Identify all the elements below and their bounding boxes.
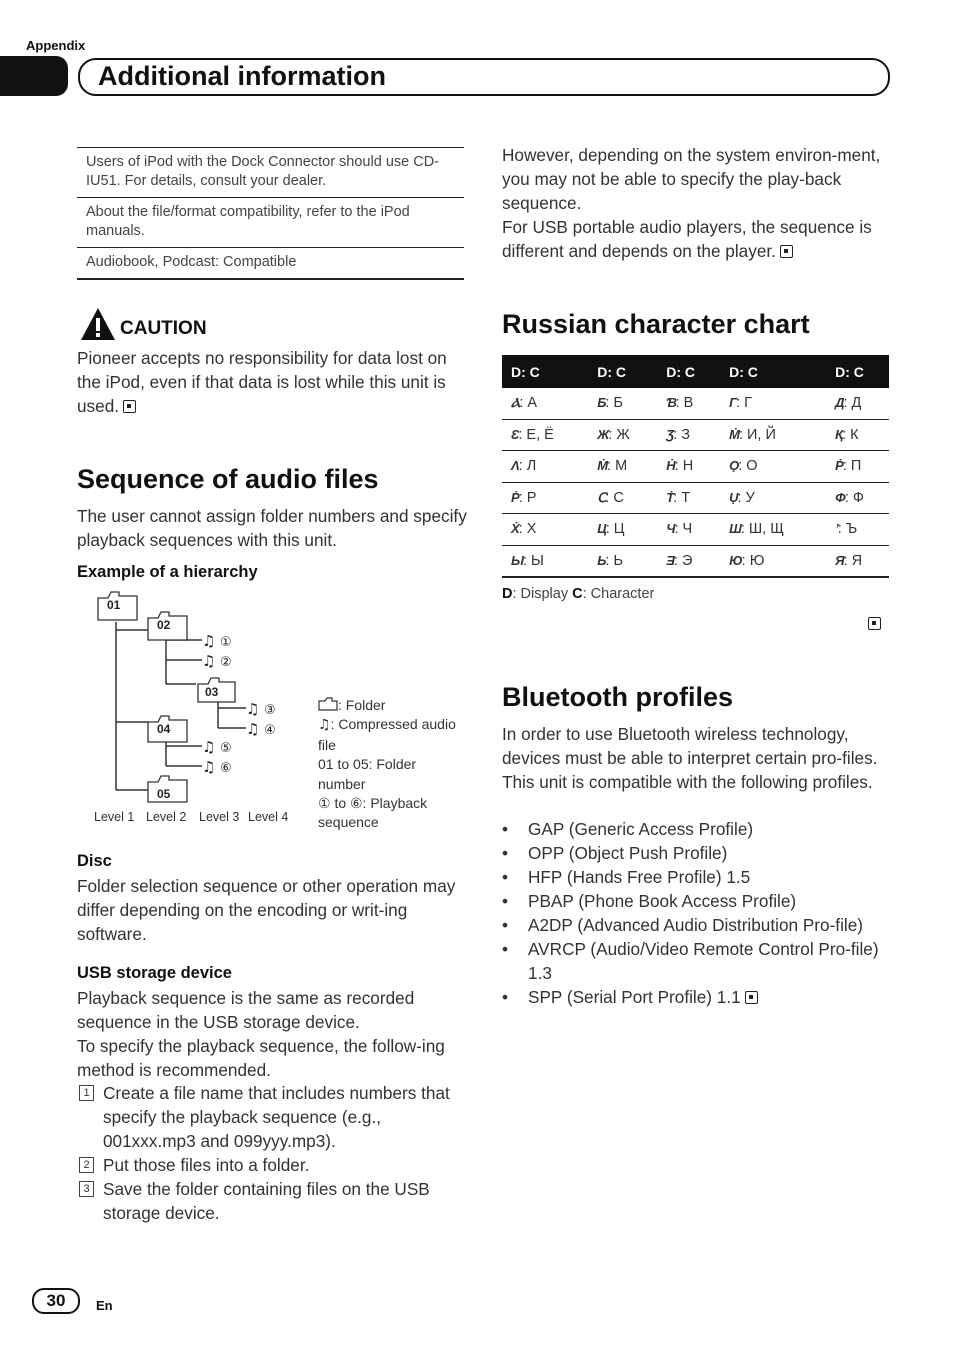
character-label: : Л (518, 458, 537, 475)
step-number: 2 (79, 1157, 94, 1173)
end-mark-icon (123, 400, 136, 413)
example-heading: Example of a hierarchy (77, 563, 258, 581)
display-glyph: Ṁ (597, 458, 608, 474)
display-glyph: Қ (835, 426, 843, 442)
display-glyph: Я (835, 552, 844, 568)
step-item (77, 1153, 469, 1177)
table-cell (657, 545, 720, 577)
column-header: D: C (657, 355, 720, 388)
character-label: : Ж (608, 426, 630, 443)
display-glyph: Г (729, 395, 737, 411)
russian-character-table (502, 355, 889, 578)
character-label: : Я (843, 552, 863, 569)
display-glyph: Ṗ (835, 458, 843, 474)
table-cell (826, 482, 889, 514)
caution-body: Pioneer accepts no responsibility for data lost on the iPod, even if that data is lost while this unit is used. (77, 348, 447, 416)
display-glyph: Ụ (729, 489, 738, 505)
step-item (77, 1081, 469, 1153)
display-glyph: Ọ (729, 458, 739, 474)
table-cell (588, 545, 657, 577)
display-glyph: Б (597, 395, 606, 411)
display-glyph: Ч (666, 521, 675, 537)
table-cell (826, 388, 889, 419)
display-glyph: Ṁ (729, 426, 739, 442)
table-cell (502, 514, 588, 546)
character-label: : Ц (605, 521, 625, 538)
playback-number: ④ (264, 723, 276, 738)
bluetooth-intro: In order to use Bluetooth wireless technology, devices must be able to interpret certain pro-files. This unit is compatible with the following profiles. (502, 724, 878, 792)
table-cell (657, 482, 720, 514)
paragraph: For USB portable audio players, the sequence is different and depends on the player. (502, 217, 872, 261)
step-number: 3 (79, 1181, 94, 1197)
table-cell (720, 419, 826, 451)
table-cell (720, 388, 826, 419)
usb-paragraph: Playback sequence is the same as recorded sequence in the USB storage device. (77, 988, 415, 1032)
paragraph: However, depending on the system environ-ment, you may not be able to specify the play-back sequence. (502, 145, 881, 213)
character-label: : И, Й (738, 426, 776, 443)
section-heading-russian: Russian character chart (502, 309, 810, 339)
notes-table (77, 147, 464, 280)
character-label: : З (673, 426, 691, 443)
character-label: : Э (673, 552, 693, 569)
character-label: : К (842, 426, 859, 443)
folder-label: 05 (157, 787, 171, 801)
display-glyph: Ɛ (511, 426, 519, 442)
section-heading-bluetooth: Bluetooth profiles (502, 682, 733, 712)
table-cell (588, 419, 657, 451)
character-label: : О (738, 458, 758, 475)
music-note-icon: ♫ (318, 717, 331, 734)
table-row (502, 514, 889, 546)
character-label: : Ю (741, 552, 765, 569)
disc-text: Folder selection sequence or other operation may differ depending on the encoding or writ-ing software. (77, 876, 456, 944)
folder-label: 01 (107, 598, 121, 612)
warning-icon (80, 307, 116, 341)
character-label: : У (737, 489, 755, 506)
bluetooth-profile-list (502, 817, 892, 1009)
display-glyph: Λ (511, 458, 519, 474)
step-text: Save the folder containing files on the USB storage device. (103, 1179, 430, 1223)
page-number: 30 (32, 1288, 80, 1314)
table-header-row (502, 355, 889, 388)
character-label: : Е, Ё (518, 426, 554, 443)
music-note-icon: ♫ (202, 738, 216, 756)
language-label: En (96, 1298, 113, 1313)
table-cell (588, 388, 657, 419)
end-mark-icon (868, 617, 881, 630)
display-glyph: Ю (729, 552, 742, 568)
caution-title: CAUTION (120, 318, 207, 339)
table-cell (588, 514, 657, 546)
display-glyph: Ḣ (666, 458, 675, 474)
display-glyph: Ж (597, 426, 609, 442)
usb-heading: USB storage device (77, 964, 232, 982)
playback-number: ① (220, 635, 232, 650)
display-glyph: Ǝ (666, 552, 674, 568)
display-glyph: Ь (597, 552, 606, 568)
table-cell (720, 482, 826, 514)
disc-heading: Disc (77, 852, 112, 870)
usb-text (77, 986, 469, 1082)
music-note-icon: ♫ (202, 632, 216, 650)
table-cell (657, 514, 720, 546)
section-label: Appendix (26, 38, 86, 53)
diagram-legend (318, 696, 458, 833)
legend-folder-number: 01 to 05: Folder number (318, 756, 417, 792)
folder-label: 04 (157, 722, 171, 736)
character-label: : Т (673, 489, 691, 506)
character-label: : Г (736, 395, 752, 412)
chart-legend: D: Display C: Character (502, 586, 655, 602)
playback-number: ② (220, 655, 232, 670)
music-note-icon: ♫ (202, 758, 216, 776)
display-glyph: Ц (597, 521, 606, 537)
end-mark-icon (780, 245, 793, 258)
step-text: Put those files into a folder. (103, 1155, 310, 1175)
character-label: : Х (518, 521, 537, 538)
table-cell (720, 451, 826, 483)
hierarchy-diagram (90, 588, 320, 803)
legend-playback: ① to ⑥: Playback sequence (318, 795, 428, 831)
character-label: : Ф (844, 489, 864, 506)
character-label: : В (675, 395, 694, 412)
column-header: D: C (720, 355, 826, 388)
table-row (502, 388, 889, 419)
music-note-icon: ♫ (246, 720, 260, 738)
level-label: Level 4 (248, 810, 289, 824)
display-glyph: Ⲁ (511, 395, 520, 411)
note-row: Users of iPod with the Dock Connector should use CD-IU51. For details, consult your dealer. (77, 147, 464, 197)
folder-icon (318, 697, 338, 711)
table-cell (588, 482, 657, 514)
character-label: : Ы (523, 552, 544, 569)
table-cell (502, 545, 588, 577)
step-text: Create a file name that includes numbers that specify the playback sequence (e.g., 001xxx.mp3 and 099yyy.mp3). (103, 1083, 450, 1151)
character-label: : Б (605, 395, 623, 412)
table-cell (720, 545, 826, 577)
display-glyph: Ы (511, 552, 523, 568)
column-header: D: C (502, 355, 588, 388)
character-label: : Ч (674, 521, 693, 538)
display-glyph: Φ (835, 489, 845, 505)
list-item: • SPP (Serial Port Profile) 1.1 (502, 985, 892, 1009)
character-label: : П (842, 458, 862, 475)
table-cell (826, 545, 889, 577)
display-glyph: Ṫ (666, 489, 674, 505)
character-label: : Ъ (837, 521, 858, 538)
table-row (502, 482, 889, 514)
table-cell (826, 419, 889, 451)
character-label: : А (519, 395, 538, 412)
header-tab-marker (0, 56, 68, 96)
note-row: About the file/format compatibility, refer to the iPod manuals. (77, 197, 464, 247)
table-row (502, 419, 889, 451)
note-row: Audiobook, Podcast: Compatible (77, 247, 464, 280)
legend-audio: ♫: Compressed audio file (318, 716, 456, 753)
character-label: : С (605, 489, 624, 506)
sequence-intro: The user cannot assign folder numbers and specify playback sequences with this unit. (77, 506, 467, 550)
table-cell (826, 451, 889, 483)
table-cell (826, 514, 889, 546)
music-note-icon: ♫ (202, 652, 216, 670)
playback-number: ③ (264, 703, 276, 718)
legend-folder: : Folder (318, 696, 458, 715)
folder-label: 03 (205, 685, 219, 699)
level-label: Level 2 (146, 810, 187, 824)
character-label: : Н (674, 458, 694, 475)
list-item: • OPP (Object Push Profile) (502, 841, 892, 865)
list-item: • A2DP (Advanced Audio Distribution Pro-file) (502, 913, 892, 937)
table-cell (657, 451, 720, 483)
character-label: : Ь (605, 552, 623, 569)
table-cell (502, 419, 588, 451)
table-cell (502, 451, 588, 483)
display-glyph: Ɓ (666, 395, 676, 411)
page-title: Additional information (98, 61, 386, 91)
steps-list (77, 1081, 469, 1225)
list-item: • PBAP (Phone Book Access Profile) (502, 889, 892, 913)
column-header: D: C (588, 355, 657, 388)
table-cell (502, 388, 588, 419)
playback-number: ⑤ (220, 741, 232, 756)
display-glyph: ʼ (835, 521, 838, 537)
folder-label: 02 (157, 618, 171, 632)
table-cell (720, 514, 826, 546)
end-mark-icon (745, 991, 758, 1004)
display-glyph: Ⅽ (597, 489, 606, 505)
playback-number: ⑥ (220, 761, 232, 776)
display-glyph: Ẋ (511, 521, 519, 537)
table-row (502, 545, 889, 577)
display-glyph: Д (835, 395, 844, 411)
usb-paragraph: To specify the playback sequence, the follow-ing method is recommended. (77, 1036, 445, 1080)
character-label: : Р (518, 489, 537, 506)
caution-text (77, 346, 469, 418)
display-glyph: Ш (729, 521, 741, 537)
level-label: Level 3 (199, 810, 240, 824)
table-cell (657, 419, 720, 451)
display-glyph: Ʒ (666, 426, 674, 442)
list-item: • AVRCP (Audio/Video Remote Control Pro-file) 1.3 (502, 937, 892, 985)
music-note-icon: ♫ (246, 700, 260, 718)
table-cell (657, 388, 720, 419)
table-row (502, 451, 889, 483)
step-number: 1 (79, 1085, 94, 1101)
character-label: : Ш, Щ (740, 521, 784, 538)
character-label: : М (607, 458, 628, 475)
step-item (77, 1177, 469, 1225)
column-header: D: C (826, 355, 889, 388)
section-heading-sequence: Sequence of audio files (77, 464, 379, 494)
list-item: • GAP (Generic Access Profile) (502, 817, 892, 841)
character-label: : Д (843, 395, 862, 412)
table-cell (502, 482, 588, 514)
list-item: • HFP (Hands Free Profile) 1.5 (502, 865, 892, 889)
display-glyph: Ṗ (511, 489, 519, 505)
table-cell (588, 451, 657, 483)
level-label: Level 1 (94, 810, 135, 824)
sequence-continued (502, 143, 892, 263)
